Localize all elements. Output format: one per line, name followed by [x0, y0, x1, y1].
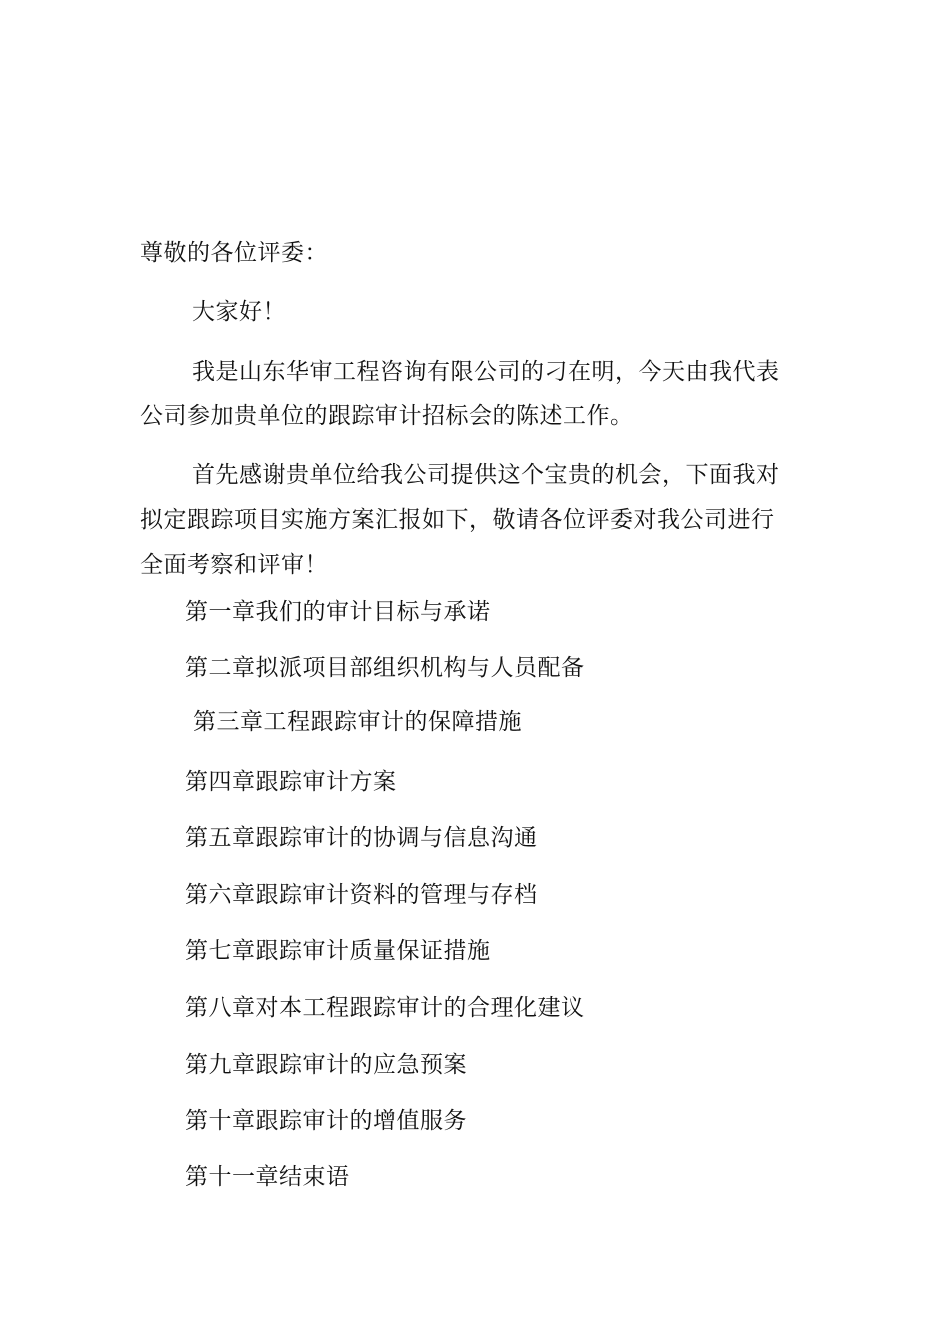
intro-line-1: 我是山东华审工程咨询有限公司的刁在明，今天由我代表 — [192, 359, 780, 385]
chapter-11: 第十一章结束语 — [185, 1164, 350, 1190]
chapter-10: 第十章跟踪审计的增值服务 — [185, 1108, 467, 1134]
intro-line-2: 公司参加贵单位的跟踪审计招标会的陈述工作。 — [140, 403, 634, 429]
greeting: 大家好！ — [192, 299, 286, 325]
chapter-5: 第五章跟踪审计的协调与信息沟通 — [185, 825, 538, 851]
salutation: 尊敬的各位评委： — [140, 240, 328, 266]
thanks-line-2: 拟定跟踪项目实施方案汇报如下，敬请各位评委对我公司进行 — [140, 507, 775, 533]
chapter-3: 第三章工程跟踪审计的保障措施 — [193, 709, 522, 735]
thanks-line-3: 全面考察和评审！ — [140, 552, 328, 578]
chapter-6: 第六章跟踪审计资料的管理与存档 — [185, 882, 538, 908]
chapter-8: 第八章对本工程跟踪审计的合理化建议 — [185, 995, 585, 1021]
chapter-7: 第七章跟踪审计质量保证措施 — [185, 938, 491, 964]
chapter-1: 第一章我们的审计目标与承诺 — [185, 599, 491, 625]
chapter-4: 第四章跟踪审计方案 — [185, 769, 397, 795]
chapter-2: 第二章拟派项目部组织机构与人员配备 — [185, 655, 585, 681]
thanks-line-1: 首先感谢贵单位给我公司提供这个宝贵的机会，下面我对 — [192, 462, 780, 488]
chapter-9: 第九章跟踪审计的应急预案 — [185, 1052, 467, 1078]
